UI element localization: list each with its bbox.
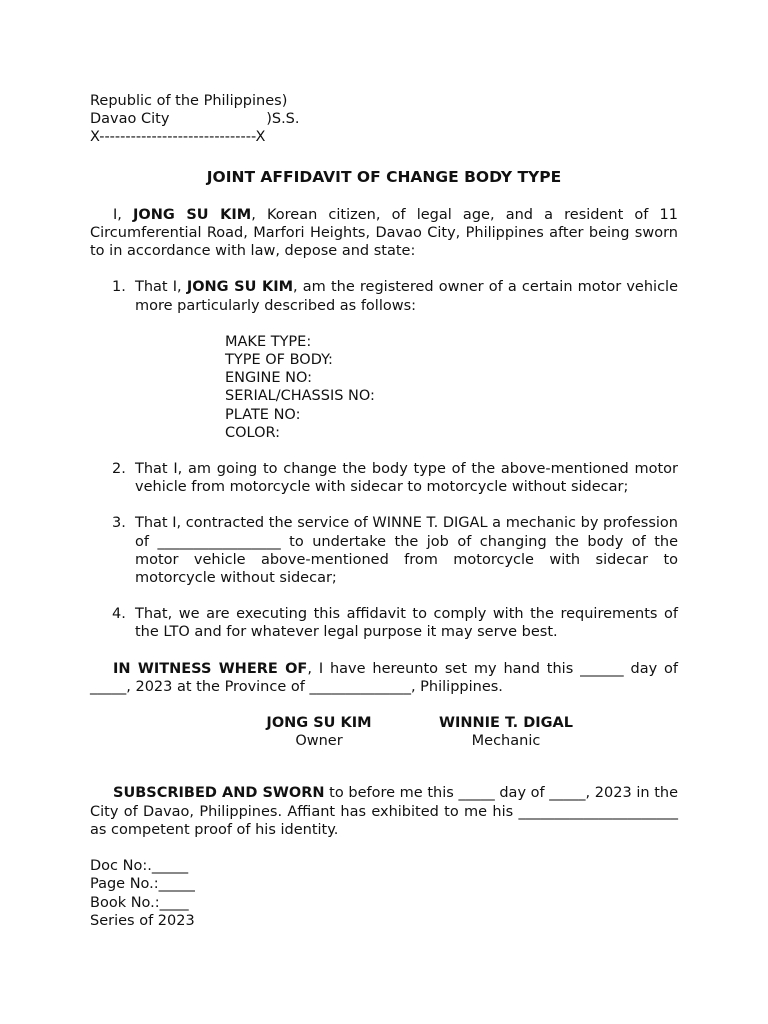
intro-post: , Korean citizen, of legal age, and a resident of 11 Circumferential Road, Marfori Heights, Davao City, Philippines after being sworn to in accordance with law, depose and state: bbox=[90, 206, 678, 260]
statement-number: 1. bbox=[112, 279, 126, 296]
witness-paragraph bbox=[90, 660, 678, 696]
affiant-name: JONG SU KIM bbox=[133, 206, 252, 223]
signature-owner bbox=[262, 714, 376, 750]
doc-no: Doc No:._____ bbox=[90, 858, 189, 875]
statement-3 bbox=[90, 514, 678, 587]
numbered-statements bbox=[90, 278, 678, 641]
jurat-paragraph bbox=[90, 784, 678, 839]
notarial-register-info bbox=[90, 857, 678, 930]
venue-line-city: Davao City )S.S. bbox=[90, 111, 300, 128]
field-type-of-body: TYPE OF BODY: bbox=[225, 352, 333, 369]
book-no: Book No.:____ bbox=[90, 894, 189, 911]
field-serial-chassis-no: SERIAL/CHASSIS NO: bbox=[225, 388, 375, 405]
statement-2 bbox=[90, 460, 678, 496]
field-engine-no: ENGINE NO: bbox=[225, 370, 313, 387]
statement-1-pre: That I, bbox=[135, 279, 187, 296]
witness-text: , I have hereunto set my hand this ______ day of _____, 2023 at the Province of ______________, Philippines. bbox=[90, 660, 678, 695]
venue-line-separator: X------------------------------X bbox=[90, 129, 266, 146]
document-title: JOINT AFFIDAVIT OF CHANGE BODY TYPE bbox=[206, 167, 562, 186]
page-no: Page No.:_____ bbox=[90, 876, 195, 893]
signatory-role: Mechanic bbox=[471, 733, 541, 750]
field-color: COLOR: bbox=[225, 424, 281, 441]
signature-block bbox=[262, 714, 678, 750]
statement-3-text: That I, contracted the service of WINNE T. DIGAL a mechanic by profession of _________________ to undertake the job of changing the body of the motor vehicle above-mentioned from motorcycle with sidecar to motorcycle without sidecar; bbox=[135, 515, 678, 587]
statement-1 bbox=[90, 278, 678, 442]
statement-number: 4. bbox=[112, 606, 126, 623]
intro-pre: I, bbox=[113, 206, 134, 223]
jurat-heading: SUBSCRIBED AND SWORN bbox=[113, 785, 325, 802]
statement-number: 2. bbox=[112, 461, 126, 478]
signatory-role: Owner bbox=[295, 733, 343, 750]
vehicle-fields bbox=[225, 333, 678, 442]
signature-mechanic bbox=[432, 714, 580, 750]
intro-paragraph bbox=[90, 206, 678, 261]
series: Series of 2023 bbox=[90, 912, 195, 929]
venue-header bbox=[90, 92, 678, 147]
field-make-type: MAKE TYPE: bbox=[225, 333, 312, 350]
statement-4-text: That, we are executing this affidavit to comply with the requirements of the LTO and for whatever legal purpose it may serve best. bbox=[135, 606, 678, 641]
witness-heading: IN WITNESS WHERE OF bbox=[113, 660, 308, 677]
statement-1-post: , am the registered owner of a certain motor vehicle more particularly described as follows: bbox=[135, 279, 678, 314]
affidavit-page bbox=[90, 92, 678, 930]
field-plate-no: PLATE NO: bbox=[225, 406, 301, 423]
jurat-text: to before me this _____ day of _____, 2023 in the City of Davao, Philippines. Affiant has exhibited to me his ______________________ as competent proof of his identity. bbox=[90, 785, 678, 838]
signatory-name: WINNIE T. DIGAL bbox=[438, 715, 574, 732]
signatory-name: JONG SU KIM bbox=[266, 715, 372, 732]
statement-2-text: That I, am going to change the body type of the above-mentioned motor vehicle from motorcycle with sidecar to motorcycle without sidecar; bbox=[135, 461, 678, 496]
statement-4 bbox=[90, 605, 678, 641]
statement-1-name: JONG SU KIM bbox=[186, 279, 294, 296]
statement-number: 3. bbox=[112, 515, 126, 532]
venue-line-republic: Republic of the Philippines) bbox=[90, 93, 288, 109]
